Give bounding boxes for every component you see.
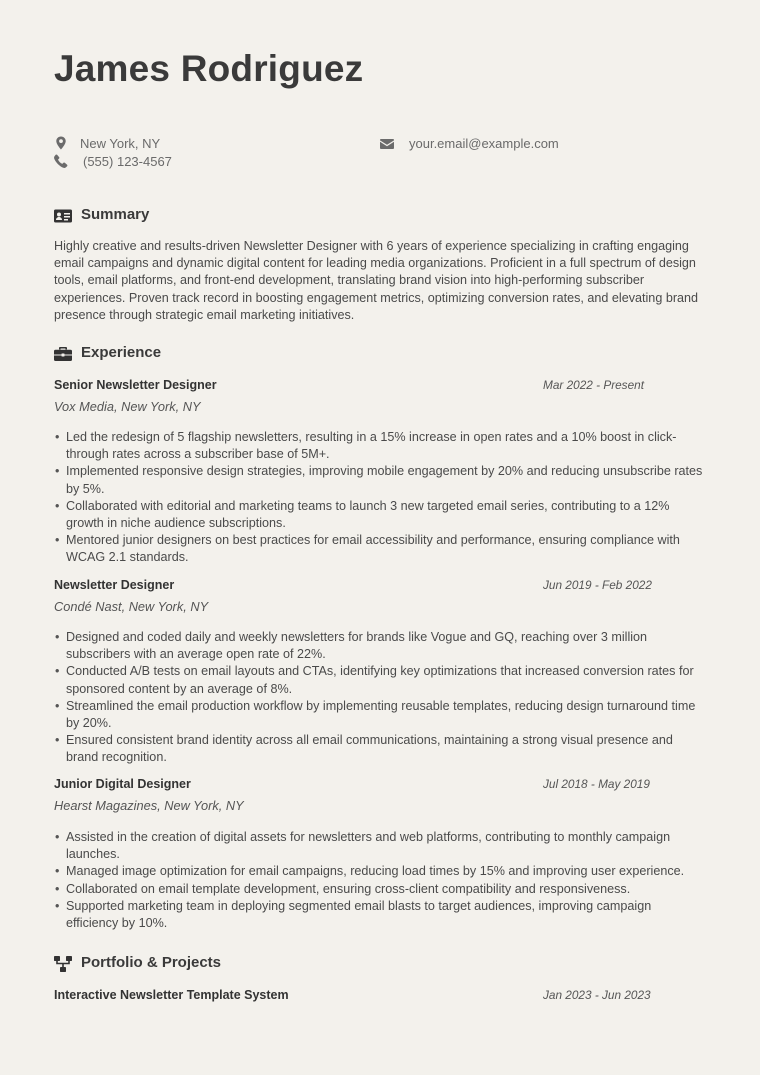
job-title: Junior Digital Designer — [54, 777, 191, 791]
location-text: New York, NY — [80, 136, 161, 151]
id-card-icon — [54, 208, 72, 224]
list-item: • Supported marketing team in deploying segmented email blasts to target audiences, improving campaign efficiency by 10%. — [54, 898, 706, 932]
job-bullets — [54, 629, 706, 767]
project-title: Interactive Newsletter Template System — [54, 988, 289, 1002]
list-item: • Collaborated with editorial and marketing teams to launch 3 new targeted email series, contributing to a 12% growth in niche audience subscriptions. — [54, 498, 706, 532]
job-organization: Condé Nast, New York, NY — [54, 599, 209, 614]
summary-title: Summary — [81, 206, 150, 223]
envelope-icon — [380, 137, 394, 151]
phone-text: (555) 123-4567 — [83, 154, 172, 169]
list-item: • Streamlined the email production workflow by implementing reusable templates, reducing design turnaround time by 20%. — [54, 698, 706, 732]
list-item: • Implemented responsive design strategies, improving mobile engagement by 20% and reducing unsubscribe rates by 5%. — [54, 463, 706, 497]
job-dates: Jun 2019 - Feb 2022 — [543, 578, 652, 592]
job-bullets — [54, 429, 706, 567]
job-title: Senior Newsletter Designer — [54, 378, 217, 392]
sitemap-icon — [54, 956, 72, 972]
phone-icon — [54, 154, 68, 168]
map-pin-icon — [54, 136, 68, 150]
briefcase-icon — [54, 346, 72, 362]
list-item: • Mentored junior designers on best practices for email accessibility and performance, ensuring compliance with WCAG 2.1 standards. — [54, 532, 706, 566]
list-item: • Led the redesign of 5 flagship newsletters, resulting in a 15% increase in open rates and a 10% boost in click-through rates across a subscriber base of 5M+. — [54, 429, 706, 463]
summary-text: Highly creative and results-driven Newsletter Designer with 6 years of experience specializing in crafting engaging email campaigns and dynamic digital content for leading media organizations. Proficient in a full spectrum of design tools, email platforms, and front-end development, translating brand vision into high-performing subscriber experiences. Proven track record in boosting engagement metrics, optimizing conversion rates, and elevating brand presence through strategic email marketing initiatives. — [54, 239, 699, 322]
job-title: Newsletter Designer — [54, 578, 175, 592]
job-organization: Vox Media, New York, NY — [54, 399, 201, 414]
job-dates: Jul 2018 - May 2019 — [543, 777, 650, 791]
list-item: • Assisted in the creation of digital assets for newsletters and web platforms, contributing to monthly campaign launches. — [54, 829, 706, 863]
list-item: • Designed and coded daily and weekly newsletters for brands like Vogue and GQ, reaching over 3 million subscribers with an average open rate of 22%. — [54, 629, 706, 663]
job-dates: Mar 2022 - Present — [543, 378, 644, 392]
job-organization: Hearst Magazines, New York, NY — [54, 798, 244, 813]
list-item: • Managed image optimization for email campaigns, reducing load times by 15% and improving user experience. — [54, 863, 706, 880]
email-link[interactable]: your.email@example.com — [409, 136, 559, 151]
experience-title: Experience — [81, 344, 162, 361]
job-bullets — [54, 829, 706, 932]
portfolio-title: Portfolio & Projects — [81, 954, 222, 971]
candidate-name: James Rodriguez — [54, 48, 364, 89]
list-item: • Ensured consistent brand identity across all email communications, maintaining a strong visual presence and brand recognition. — [54, 732, 706, 766]
project-dates: Jan 2023 - Jun 2023 — [543, 988, 651, 1002]
list-item: • Collaborated on email template development, ensuring cross-client compatibility and responsiveness. — [54, 881, 706, 898]
list-item: • Conducted A/B tests on email layouts and CTAs, identifying key optimizations that increased conversion rates for sponsored content by an average of 8%. — [54, 663, 706, 697]
